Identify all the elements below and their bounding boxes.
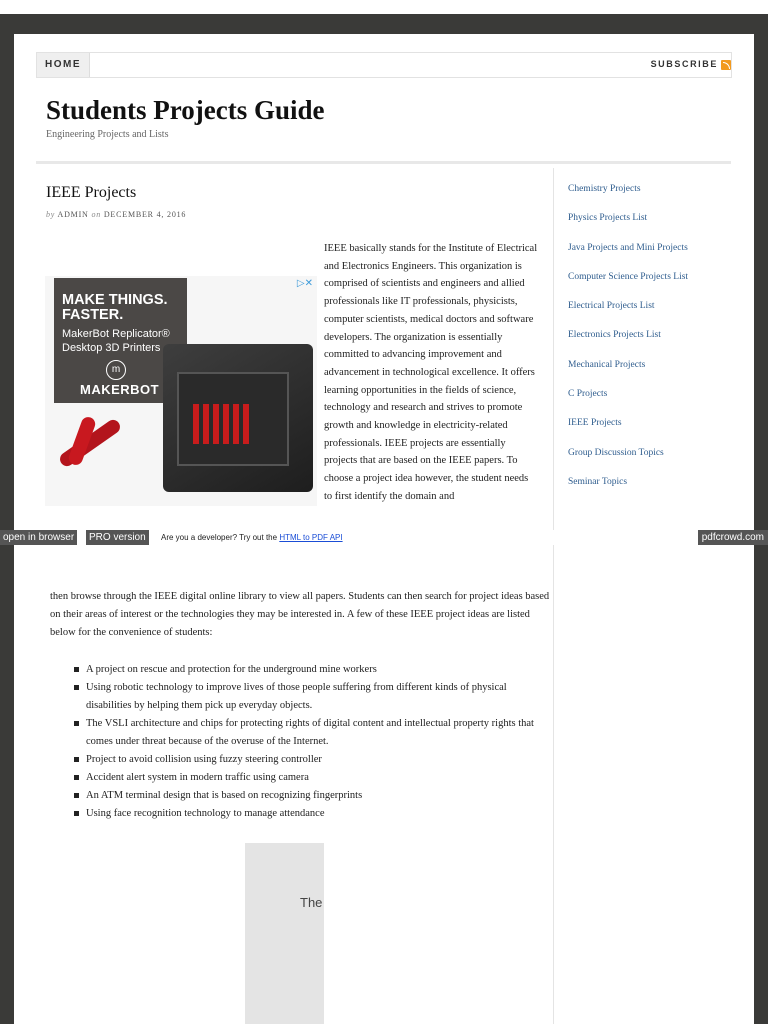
meta-on: on [91, 210, 102, 219]
sidebar-link[interactable]: Group Discussion Topics [568, 447, 664, 458]
sidebar-divider [553, 168, 554, 1024]
list-item: Using face recognition technology to manage attendance [68, 805, 548, 823]
post-meta [46, 210, 186, 219]
post-continued: then browse through the IEEE digital online library to view all papers. Students can then search for project ideas based on their areas of interest or the technologies they may be interested in. A few of these IEEE project ideas are listed below for the convenience of students: [50, 591, 550, 638]
ad-subtext: MakerBot Replicator® Desktop 3D Printers [62, 328, 170, 354]
embedded-placeholder [245, 843, 324, 1024]
placeholder-text: The [300, 895, 323, 910]
printed-objects [193, 404, 253, 444]
list-item: Project to avoid collision using fuzzy steering controller [68, 751, 548, 769]
sidebar-link[interactable]: Electronics Projects List [568, 330, 661, 341]
open-in-browser-button[interactable]: open in browser [0, 530, 77, 545]
pdfcrowd-brand-button[interactable]: pdfcrowd.com [698, 530, 768, 545]
list-item: Accident alert system in modern traffic using camera [68, 769, 548, 787]
sidebar-link[interactable]: Physics Projects List [568, 213, 648, 224]
site-tagline: Engineering Projects and Lists [46, 129, 169, 140]
advertisement[interactable] [45, 276, 317, 506]
sidebar-link[interactable]: Computer Science Projects List [568, 271, 689, 282]
pro-version-button[interactable]: PRO version [86, 530, 149, 545]
robot-arm-image [55, 416, 145, 466]
sidebar-link[interactable]: IEEE Projects [568, 418, 622, 429]
site-title[interactable]: Students Projects Guide [46, 95, 325, 125]
page [14, 34, 754, 1024]
list-item: A project on rescue and protection for the underground mine workers [68, 661, 548, 679]
ad-headline: MAKE THINGS. FASTER. [62, 292, 168, 323]
top-strip [0, 0, 768, 14]
meta-by: by [46, 210, 56, 219]
ad-brand: MAKERBOT [80, 382, 160, 397]
html-to-pdf-link[interactable]: HTML to PDF API [279, 533, 343, 542]
developer-promo [161, 530, 343, 545]
sidebar-link[interactable]: Seminar Topics [568, 476, 628, 487]
project-ideas-list [68, 661, 548, 823]
subscribe-link[interactable] [651, 53, 731, 77]
printer-image [163, 344, 313, 492]
post-title[interactable]: IEEE Projects [46, 184, 137, 201]
rss-icon [721, 60, 731, 70]
dev-text: Are you a developer? Try out the [161, 533, 278, 542]
sidebar-links [568, 184, 743, 506]
list-item: The VSLI architecture and chips for protecting rights of digital content and intellectual property rights that comes under threat because of the overuse of the Internet. [68, 715, 548, 751]
sidebar-link[interactable]: C Projects [568, 389, 608, 400]
meta-date: DECEMBER 4, 2016 [103, 210, 187, 219]
sidebar-link[interactable]: Electrical Projects List [568, 301, 655, 312]
sidebar-link[interactable]: Mechanical Projects [568, 359, 646, 370]
list-item: Using robotic technology to improve lives of those people suffering from different kinds of physical disabilities by helping them pick up everyday objects. [68, 679, 548, 715]
sidebar-link[interactable]: Java Projects and Mini Projects [568, 242, 688, 253]
site-header [36, 77, 731, 164]
list-item: An ATM terminal design that is based on recognizing fingerprints [68, 787, 548, 805]
page-inner [19, 34, 748, 1024]
nav-home[interactable]: HOME [37, 53, 90, 77]
makerbot-logo-icon: m [106, 360, 126, 380]
pdfcrowd-bar [0, 530, 768, 545]
meta-author[interactable]: ADMIN [57, 210, 89, 219]
adchoices-icon[interactable]: ▷✕ [296, 278, 313, 289]
nav-bar [36, 52, 732, 78]
sidebar-link[interactable]: Chemistry Projects [568, 184, 641, 194]
subscribe-label: SUBSCRIBE [650, 59, 718, 69]
post-intro: IEEE basically stands for the Institute of Electrical and Electronics Engineers. This organization is comprised of scientists and engineers and allied professionals like IT professionals, physicists, computer scientists, medical doctors and software developers. The organization is essentially committed to advancing improvement and advancement in technological excellence. It offers learning opportunities in the fields of science, technology and research and strives to promote growth and knowledge in electricity-related professionals. IEEE projects are essentially projects that are based on the IEEE papers. To choose a project idea however, the student needs to first identify the domain and [324, 243, 538, 502]
